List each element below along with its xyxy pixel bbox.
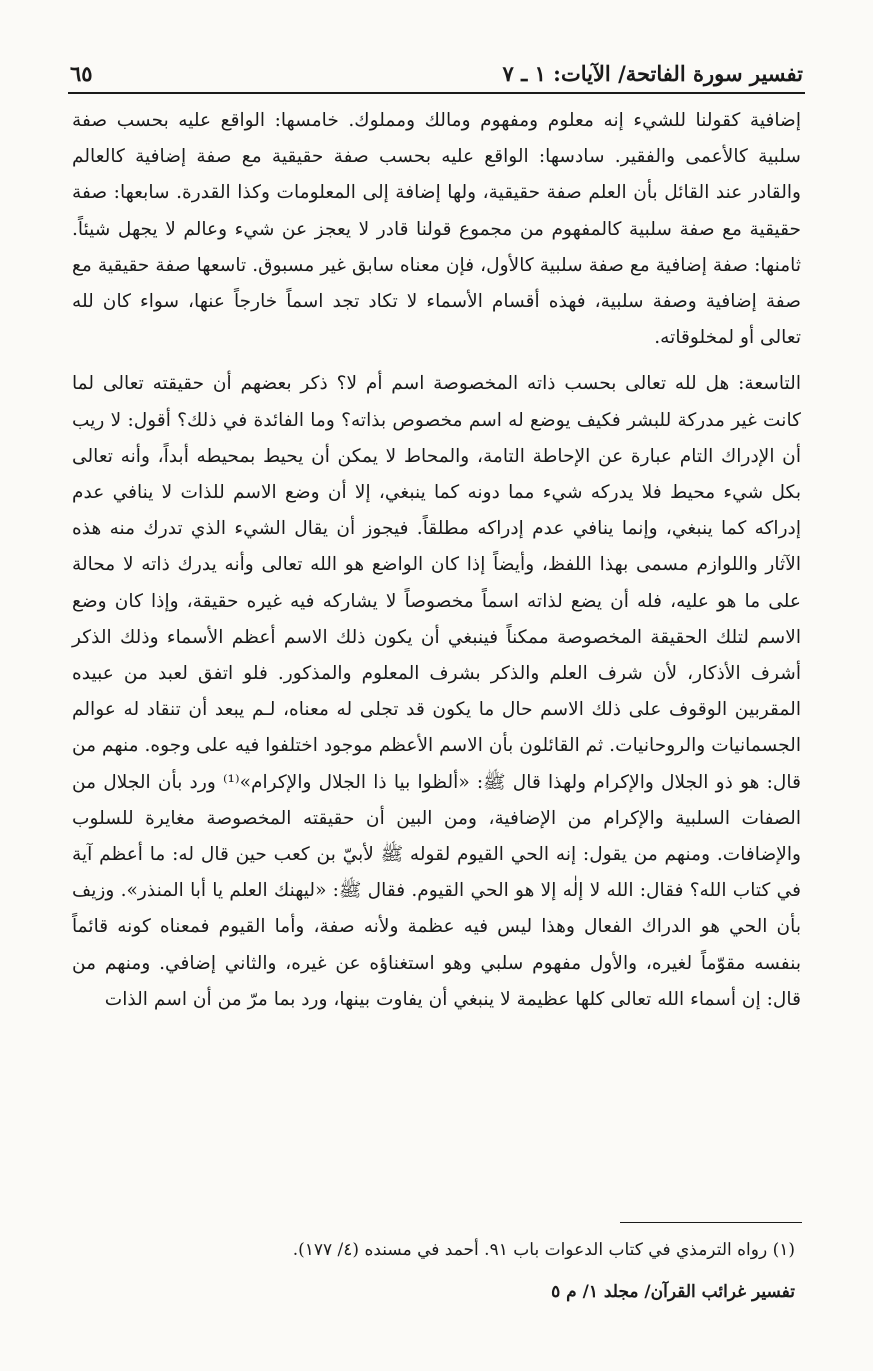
footnote: (١) رواه الترمذي في كتاب الدعوات باب ٩١. أحمد في مسنده (٤/ ١٧٧). (292, 1240, 795, 1260)
header-title: تفسير سورة الفاتحة/ الآيات: ١ ـ ٧ (502, 61, 803, 86)
footer-signature: تفسير غرائب القرآن/ مجلد ١/ م ٥ (551, 1282, 795, 1302)
paragraph-1: إضافية كقولنا للشيء إنه معلوم ومفهوم ومالك ومملوك. خامسها: الواقع عليه بحسب صفة سلبية كالأعمى والفقير. سادسها: الواقع عليه بحسب صفة حقيقية مع صفة إضافية كالعالم والقادر عند القائل بأن العلم صفة حقيقية، ولها إضافة إلى المعلومات وكذا القدرة. سابعها: صفة حقيقية مع صفة سلبية كالمفهوم من مجموع قولنا قادر لا يعجز عن شيء وعالم لا يجهل شيئاً. ثامنها: صفة إضافية مع صفة سلبية كالأول، فإن معناه سابق غير مسبوق. تاسعها صفة حقيقية مع صفة إضافية وصفة سلبية، فهذه أقسام الأسماء لا تكاد تجد اسماً خارجاً عنها، سواء كان لله تعالى أو لمخلوقاته. (72, 110, 801, 349)
body-text (72, 103, 801, 1018)
paragraph-2: التاسعة: هل لله تعالى بحسب ذاته المخصوصة اسم أم لا؟ ذكر بعضهم أن حقيقته تعالى لما كانت غير مدركة للبشر فكيف يوضع له اسم مخصوص بذاته؟ وما الفائدة في ذلك؟ أقول: لا ريب أن الإدراك التام عبارة عن الإحاطة التامة، والمحاط لا يمكن أن يحيط بمحيطه أبداً، وأنه تعالى بكل شيء محيط فلا يدركه شيء مما دونه كما ينبغي، إلا أن وضع الاسم للذات لا ينافي عدم إدراكه كما ينبغي، وإنما ينافي عدم إدراكه مطلقاً. فيجوز أن يقال الشيء الذي تدرك منه هذه الآثار واللوازم مسمى بهذا اللفظ، وأيضاً إذا كان الواضع هو الله تعالى وأنه يدرك ذاته لا محالة على ما هو عليه، فله أن يضع لذاته اسماً مخصوصاً لا يشاركه فيه غيره حقيقة، وإذا كان وضع الاسم لتلك الحقيقة المخصوصة ممكناً فينبغي أن يكون ذلك الاسم أعظم الأسماء وذلك الذكر أشرف الأذكار، لأن شرف العلم والذكر بشرف المعلوم والمذكور. فلو اتفق لعبد من عبيده المقربين الوقوف على ذلك الاسم حال ما يكون قد تجلى له معناه، لـم يبعد أن تنقاد له عوالم الجسمانيات والروحانيات. ثم القائلون بأن الاسم الأعظم موجود اختلفوا فيه على وجوه. منهم من قال: هو ذو الجلال والإكرام ولهذا قال ﷺ: «ألظوا بيا ذا الجلال والإكرام»⁽¹⁾ ورد بأن الجلال من الصفات السلبية والإكرام من الإضافية، ومن البين أن حقيقته المخصوصة مغايرة للسلوب والإضافات. ومنهم من يقول: إنه الحي القيوم لقوله ﷺ لأبيّ بن كعب حين قال له: ما أعظم آية في كتاب الله؟ فقال: الله لا إلٰه إلا هو الحي القيوم. فقال ﷺ: «ليهنك العلم يا أبا المنذر». وزيف بأن الحي هو الدراك الفعال وهذا ليس فيه عظمة ولأنه صفة، وأما القيوم فمعناه كونه قائماً بنفسه مقوّماً لغيره، والأول مفهوم سلبي وهو استغناؤه عن غيره، والثاني إضافي. ومنهم من قال: إن أسماء الله تعالى كلها عظيمة لا ينبغي أن يفاوت بينها، ورد بما مرّ من أن اسم الذات (72, 373, 801, 1010)
paragraph-break (72, 356, 801, 366)
page-number: ٦٥ (70, 61, 93, 86)
header-rule (68, 92, 805, 94)
running-header (70, 50, 803, 86)
footnote-rule (620, 1222, 802, 1223)
